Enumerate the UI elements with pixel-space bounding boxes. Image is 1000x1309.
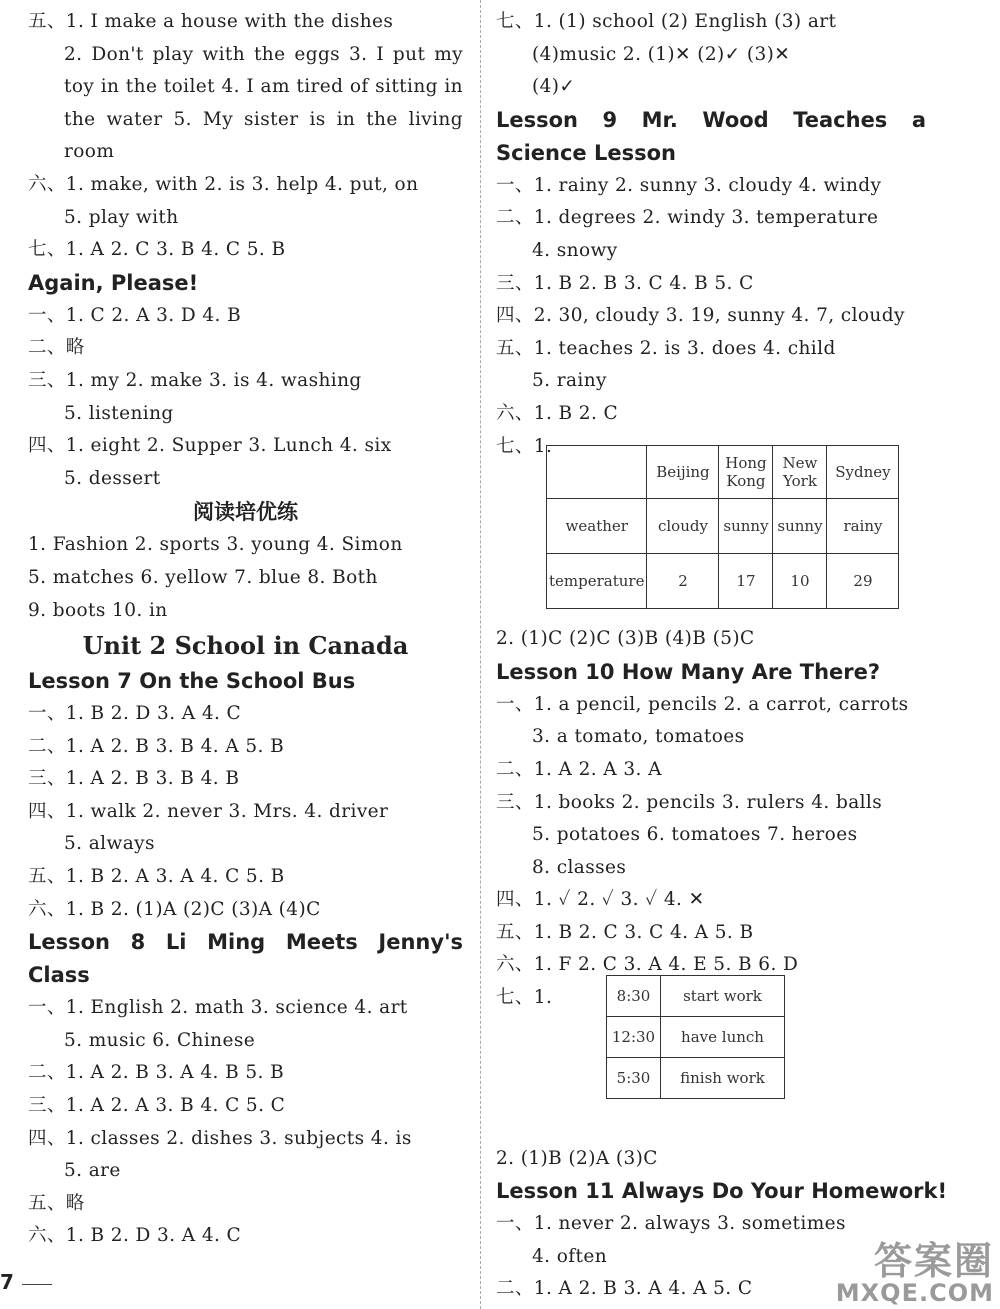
answer-line: 2. (1)B (2)A (3)C	[496, 1147, 658, 1169]
table-cell: 10	[773, 554, 827, 609]
answer-line: toy in the toilet 4. I am tired of sitting in	[64, 76, 463, 98]
answer-line: Class	[28, 963, 90, 988]
answer-line: 4. often	[532, 1245, 608, 1267]
answer-line: 9. boots 10. in	[28, 599, 168, 621]
table-row	[547, 446, 899, 499]
answer-line: 六、1. B 2. D 3. A 4. C	[28, 1225, 242, 1247]
answer-line: 六、1. B 2. (1)A (2)C (3)A (4)C	[28, 898, 321, 920]
answer-line: 六、1. make, with 2. is 3. help 4. put, on	[28, 173, 419, 195]
left-column	[28, 6, 463, 1253]
table-cell: New York	[773, 446, 827, 499]
answer-line: 5. play with	[64, 206, 179, 228]
lesson-10-block	[496, 623, 926, 1015]
answer-line: 4. snowy	[532, 239, 618, 261]
answer-line: 四、1. walk 2. never 3. Mrs. 4. driver	[28, 800, 389, 822]
answer-line: Lesson 7 On the School Bus	[28, 669, 356, 694]
answer-line: 五、1. teaches 2. is 3. does 4. child	[496, 337, 836, 359]
answer-line: (4)✓	[532, 76, 576, 98]
table-cell: temperature	[547, 554, 647, 609]
answer-line: 五、1. I make a house with the dishes	[28, 11, 394, 32]
table-cell: rainy	[827, 499, 899, 554]
answer-line: Lesson 9 Mr. Wood Teaches a	[496, 107, 926, 132]
schedule-table	[606, 975, 785, 1099]
answer-line: 六、1. B 2. C	[496, 402, 619, 424]
table-cell: 5:30	[607, 1058, 661, 1099]
answer-line: 3. a tomato, tomatoes	[532, 726, 745, 748]
table-cell: Sydney	[827, 446, 899, 499]
answer-line: Unit 2 School in Canada	[82, 631, 409, 661]
answer-line: 5. matches 6. yellow 7. blue 8. Both	[28, 566, 378, 588]
table-cell: weather	[547, 499, 647, 554]
table-cell: Beijing	[647, 446, 719, 499]
answer-line: 2. Don't play with the eggs 3. I put my	[64, 43, 463, 65]
answer-line: 二、1. A 2. B 3. B 4. A 5. B	[28, 735, 285, 757]
answer-line: 一、1. a pencil, pencils 2. a carrot, carrots	[496, 693, 909, 715]
answer-line: 五、略	[28, 1192, 85, 1214]
answer-line: 5. dessert	[64, 467, 161, 489]
answer-line: 阅读培优练	[193, 499, 298, 525]
answer-line: 七、1.	[496, 987, 553, 1009]
table-cell: cloudy	[647, 499, 719, 554]
answer-line: 一、1. never 2. always 3. sometimes	[496, 1213, 846, 1235]
table-row	[547, 554, 899, 609]
table-cell: 2	[647, 554, 719, 609]
answer-line: 四、1. eight 2. Supper 3. Lunch 4. six	[28, 435, 392, 457]
answer-line: Lesson 11 Always Do Your Homework!	[496, 1179, 948, 1204]
answer-line: 四、1. ✓ 2. ✓ 3. ✓ 4. ✕	[496, 889, 705, 911]
table-row	[607, 1058, 785, 1099]
answer-line: 七、1. A 2. C 3. B 4. C 5. B	[28, 239, 286, 261]
answer-line: 5. rainy	[532, 370, 607, 392]
answer-line: (4)music 2. (1)✕ (2)✓ (3)✕	[532, 43, 791, 65]
answer-line: 一、1. C 2. A 3. D 4. B	[28, 304, 242, 326]
answer-line: 5. music 6. Chinese	[64, 1029, 256, 1051]
table-cell: sunny	[719, 499, 773, 554]
answer-line: 2. (1)C (2)C (3)B (4)B (5)C	[496, 628, 755, 650]
answer-line: 1. Fashion 2. sports 3. young 4. Simon	[28, 534, 403, 556]
answer-line: room	[64, 141, 115, 163]
answer-line: 二、略	[28, 337, 85, 359]
table-cell: start work	[661, 976, 785, 1017]
answer-line: 5. are	[64, 1160, 121, 1182]
table-cell	[547, 446, 647, 499]
answer-line: Lesson 10 How Many Are There?	[496, 659, 881, 684]
answer-line: Again, Please!	[28, 270, 199, 295]
answer-line: 四、1. classes 2. dishes 3. subjects 4. is	[28, 1127, 412, 1149]
watermark-url: MXQE.COM	[835, 1279, 994, 1307]
answer-line: 三、1. B 2. B 3. C 4. B 5. C	[496, 272, 754, 294]
answer-line: 5. potatoes 6. tomatoes 7. heroes	[532, 824, 858, 846]
answer-line: 三、1. my 2. make 3. is 4. washing	[28, 369, 362, 391]
answer-line: 一、1. English 2. math 3. science 4. art	[28, 997, 408, 1019]
lesson-9-block	[496, 6, 926, 463]
answer-line: Science Lesson	[496, 140, 676, 165]
answer-line: 5. always	[64, 833, 155, 855]
answer-line: 七、1. (1) school (2) English (3) art	[496, 11, 837, 32]
answer-line: 五、1. B 2. C 3. C 4. A 5. B	[496, 921, 754, 943]
table-cell: have lunch	[661, 1017, 785, 1058]
table-cell: 29	[827, 554, 899, 609]
table-row	[607, 976, 785, 1017]
table-cell: 17	[719, 554, 773, 609]
answer-line: 五、1. B 2. A 3. A 4. C 5. B	[28, 866, 285, 888]
answer-line: 二、1. A 2. B 3. A 4. B 5. B	[28, 1062, 285, 1084]
answer-line: 一、1. rainy 2. sunny 3. cloudy 4. windy	[496, 174, 882, 196]
page-number-rule	[22, 1284, 52, 1285]
answer-line: 四、2. 30, cloudy 3. 19, sunny 4. 7, cloudy	[496, 305, 905, 327]
answer-line: 三、1. books 2. pencils 3. rulers 4. balls	[496, 791, 883, 813]
answer-line: 六、1. F 2. C 3. A 4. E 5. B 6. D	[496, 954, 799, 976]
table-cell: finish work	[661, 1058, 785, 1099]
watermark-title: 答案圈	[873, 1239, 994, 1283]
answer-line: 一、1. B 2. D 3. A 4. C	[28, 703, 242, 725]
table-row	[607, 1017, 785, 1058]
answer-line: the water 5. My sister is in the living	[64, 108, 463, 130]
answer-line: 二、1. A 2. A 3. A	[496, 758, 662, 780]
answer-line: 5. listening	[64, 402, 174, 424]
table-cell: sunny	[773, 499, 827, 554]
table-cell: 12:30	[607, 1017, 661, 1058]
page-number: 7	[0, 1270, 14, 1294]
answer-line: Lesson 8 Li Ming Meets Jenny's	[28, 930, 463, 955]
column-divider	[480, 0, 481, 1309]
answer-line: 8. classes	[532, 856, 627, 878]
answer-line: 二、1. A 2. B 3. A 4. A 5. C	[496, 1278, 753, 1300]
watermark	[836, 1241, 994, 1305]
weather-table	[546, 445, 899, 609]
answer-line: 三、1. A 2. A 3. B 4. C 5. C	[28, 1095, 286, 1117]
answer-line: 三、1. A 2. B 3. B 4. B	[28, 768, 240, 790]
answer-line: 七、1.	[496, 435, 553, 457]
answer-line: 二、1. degrees 2. windy 3. temperature	[496, 207, 879, 229]
table-cell: Hong Kong	[719, 446, 773, 499]
table-row	[547, 499, 899, 554]
table-cell: 8:30	[607, 976, 661, 1017]
